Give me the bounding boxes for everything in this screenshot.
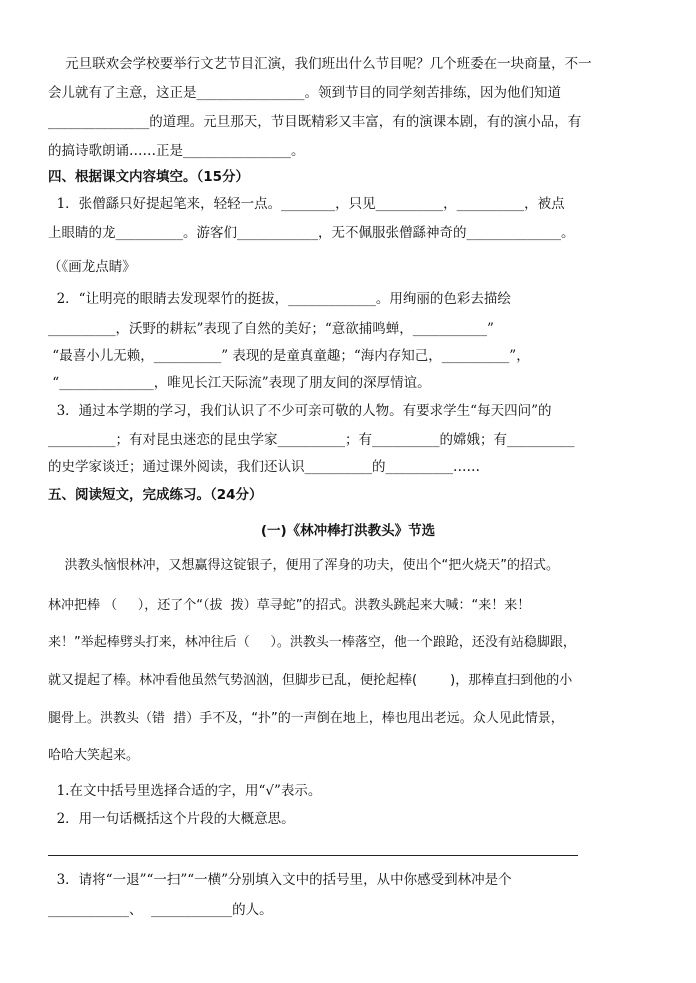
q2-line-3: “最喜小儿无赖，__________” 表现的是童真童趣；“海内存知己，__________”， xyxy=(48,348,530,364)
passage-line-3: 来！”举起棒劈头打来，林冲往后（ ）。洪教头一棒落空，他一个踉跄，还没有站稳脚跟， xyxy=(48,635,576,650)
section-four-heading: 四、根据课文内容填空。（15分） xyxy=(48,169,250,185)
passage-line-6: 哈哈大笑起来。 xyxy=(48,748,140,763)
exercise-2: 2．用一句话概括这个片段的大概意思。 xyxy=(48,811,295,827)
para-new-year-2: 会儿就有了主意，这正是________________。领到节目的同学刻苦排练，因为他们知道 xyxy=(48,85,561,101)
q2-line-1: 2．“让明亮的眼睛去发现翠竹的挺拔，_____________。用绚丽的色彩去描绘 xyxy=(48,291,511,307)
q1-source: （《画龙点睛》 xyxy=(48,259,136,275)
para-new-year-1: 元旦联欢会学校要举行文艺节目汇演，我们班出什么节目呢？几个班委在一块商量，不一 xyxy=(48,56,592,72)
q2-line-4: “______________，唯见长江天际流”表现了朋友间的深厚情谊。 xyxy=(48,375,431,391)
para-new-year-3: _______________的道理。元旦那天，节目既精彩又丰富，有的演课本剧，有的演小品，有 xyxy=(48,114,582,130)
exercise-1: 1.在文中括号里选择合适的字，用“√”表示。 xyxy=(48,783,322,799)
q2-line-2: __________，沃野的耕耘”表现了自然的美好；“意欲捕鸣蝉，___________” xyxy=(48,321,494,337)
passage-title: (一)《林冲棒打洪教头》节选 xyxy=(260,523,436,539)
passage-line-2: 林冲把棒 （ ），还了个“（拔 拨）草寻蛇”的招式。洪教头跳起来大喊：“来！来！ xyxy=(48,598,531,613)
q1-line-1: 1．张僧繇只好提起笔来，轻轻一点。________，只见__________，__________，被点 xyxy=(48,196,565,212)
q3-line-3: 的史学家谈迁；通过课外阅读，我们还认识__________的__________…… xyxy=(48,459,480,475)
q1-line-2: 上眼睛的龙__________。游客们____________，无不佩服张僧繇神奇的______________。 xyxy=(48,225,575,241)
passage-line-1: 洪教头恼恨林冲，又想赢得这锭银子，便用了浑身的功夫，使出个“把火烧天”的招式。 xyxy=(48,558,559,573)
exercise-3-line-2: ____________、 ____________的人。 xyxy=(48,902,273,918)
answer-line[interactable] xyxy=(48,855,578,856)
q3-line-1: 3．通过本学期的学习，我们认识了不少可亲可敬的人物。有要求学生“每天四问”的 xyxy=(48,403,552,419)
section-five-heading: 五、阅读短文，完成练习。（24分） xyxy=(48,487,263,503)
exercise-3-line-1: 3．请将“一退”“一扫”“一横”分别填入文中的括号里，从中你感受到林冲是个 xyxy=(48,872,512,888)
passage-line-5: 腿骨上。洪教头（错 措）手不及，“扑”的一声倒在地上，棒也甩出老远。众人见此情景， xyxy=(48,711,564,726)
para-new-year-4: 的搞诗歌朗诵……正是________________。 xyxy=(48,143,305,159)
q3-line-2: __________；有对昆虫迷恋的昆虫学家__________；有__________的嫦娥；有__________ xyxy=(48,432,575,448)
passage-line-4: 就又提起了棒。林冲看他虽然气势汹汹，但脚步已乱，便抡起棒( )，那棒直扫到他的小 xyxy=(48,673,573,688)
